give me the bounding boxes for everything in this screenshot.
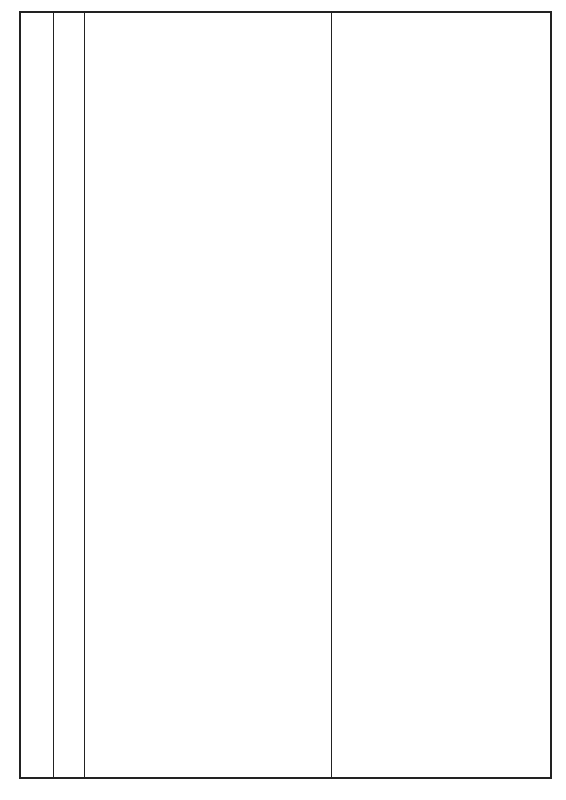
parts-table [19, 11, 552, 779]
column-divider [53, 13, 54, 777]
column-divider [84, 13, 85, 777]
column-divider [331, 13, 332, 777]
